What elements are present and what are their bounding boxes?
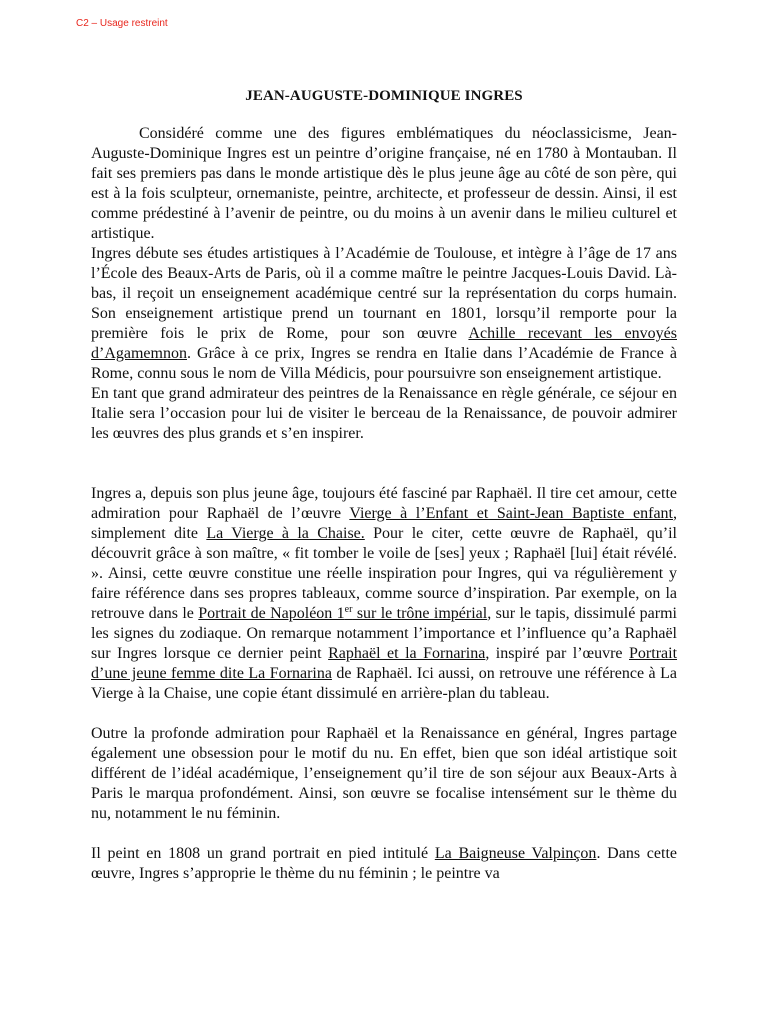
text-run: sur le trône impérial bbox=[352, 605, 488, 622]
artwork-title: Achille recevant les envoyés d’Agamemnon bbox=[91, 325, 677, 362]
text-run: de Raphaël. Ici aussi, on retrouve une référence à La Vierge à la Chaise, une copie étant dissimulé en arrière-plan du tableau. bbox=[91, 665, 677, 702]
paragraph-nude: Outre la profonde admiration pour Raphaël et la Renaissance en général, Ingres partage également une obsession pour le motif du nu. En effet, bien que son idéal artistique soit différent de l’idéal académique, l’enseignement qu’il tire de son séjour aux Beaux-Arts à Paris le marqua profondément. Ainsi, son œuvre se focalise intensément sur le thème du nu, notamment le nu féminin. bbox=[91, 725, 677, 822]
text-run: Ingres débute ses études artistiques à l’Académie de Toulouse, et intègre à l’âge de 17 ans l’École des Beaux-Arts de Paris, où il a comme maître le peintre Jacques-Louis David. Là-bas, il reçoit un enseignement académique centré sur la représentation du corps humain. Son enseignement artistique prend un tournant en 1801, lorsqu’il remporte pour la première fois le prix de Rome, pour son œuvre bbox=[91, 245, 677, 342]
classification-label: C2 – Usage restreint bbox=[76, 18, 168, 29]
paragraph-raphael bbox=[91, 484, 677, 704]
artwork-title: La Baigneuse Valpinçon bbox=[434, 845, 597, 862]
paragraph-intro: Considéré comme une des figures emblématiques du néoclassicisme, Jean-Auguste-Dominique Ingres est un peintre d’origine française, né en 1780 à Montauban. Il fait ses premiers pas dans le monde artistique dès le plus jeune âge au côté de son père, qui est à la fois sculpteur, ornemaniste, peintre, architecte, et professeur de dessin. Ainsi, il est comme prédestiné à l’avenir de peintre, ou du moins à un avenir dans le milieu culturel et artistique. bbox=[91, 125, 677, 242]
paragraph-baigneuse bbox=[91, 844, 677, 884]
artwork-title bbox=[198, 605, 487, 622]
text-run: . Dans cette œuvre, Ingres s’approprie le thème du nu féminin ; le peintre va bbox=[91, 845, 678, 882]
text-run: Il peint en 1808 un grand portrait en pied intitulé bbox=[91, 845, 435, 862]
text-run: Ingres a, depuis son plus jeune âge, toujours été fasciné par Raphaël. Il tire cet amour, cette admiration pour Raphaël de l’œuvre bbox=[91, 485, 677, 522]
artwork-title: Raphaël et la Fornarina bbox=[328, 645, 486, 662]
text-run: . Grâce à ce prix, Ingres se rendra en Italie dans l’Académie de France à Rome, connu sous le nom de Villa Médicis, pour poursuivre son enseignement artistique. bbox=[91, 345, 677, 382]
artwork-title: Vierge à l’Enfant et Saint-Jean Baptiste enfant bbox=[349, 505, 673, 522]
document-title: JEAN-AUGUSTE-DOMINIQUE INGRES bbox=[245, 88, 523, 104]
text-run: Pour le citer, cette œuvre de Raphaël, qu’il découvrit grâce à son maître, « fit tomber le voile de [ses] yeux ; Raphaël [lui] était révélé. ». Ainsi, cette œuvre constitue une réelle inspiration pour Ingres, qui va régulièrement y faire référence dans ses propres tableaux, comme source d’inspiration. Par exemple, on la retrouve dans le bbox=[91, 525, 677, 622]
paragraph-studies bbox=[91, 244, 677, 384]
artwork-title: Portrait d’une jeune femme dite La Fornarina bbox=[91, 645, 678, 682]
document-body bbox=[91, 124, 677, 884]
text-run: , inspiré par l’œuvre bbox=[485, 645, 630, 662]
text-run: , sur le tapis, dissimulé parmi les signes du zodiaque. On remarque notamment l’importance et l’influence qu’a Raphaël sur Ingres lorsque ce dernier peint bbox=[91, 605, 677, 662]
superscript: er bbox=[344, 604, 353, 615]
text-run: Portrait de Napoléon 1 bbox=[198, 605, 345, 622]
paragraph-italy: En tant que grand admirateur des peintres de la Renaissance en règle générale, ce séjour en Italie sera l’occasion pour lui de visiter le berceau de la Renaissance, de pouvoir admirer les œuvres des plus grands et s’en inspirer. bbox=[91, 385, 677, 442]
artwork-title: La Vierge à la Chaise. bbox=[206, 525, 365, 542]
text-run: , simplement dite bbox=[91, 505, 677, 542]
